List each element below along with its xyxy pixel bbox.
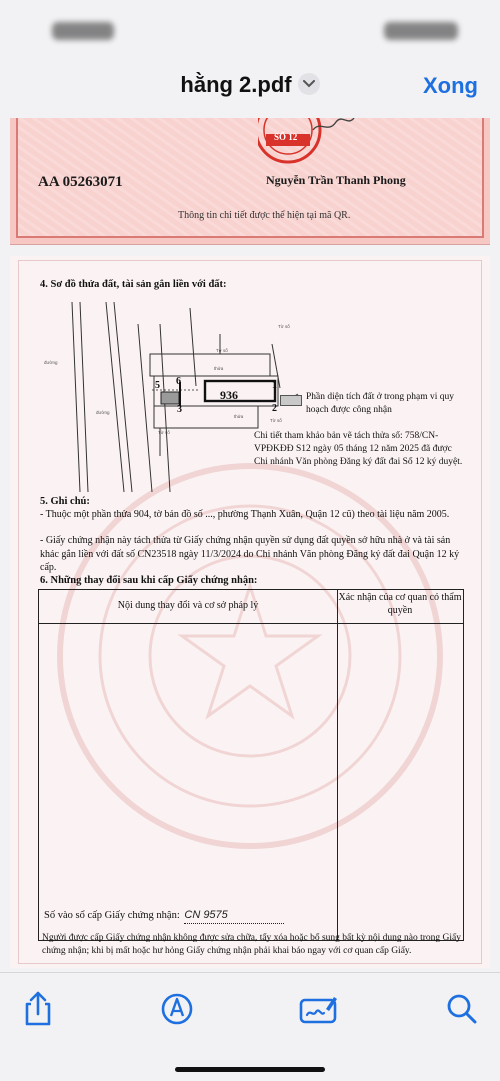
reference-text: Chi tiết tham khảo bản vẽ tách thửa số: 758/CN-VPĐKĐĐ S12 ngày 05 tháng 12 năm 2025 đã được Chi nhánh Văn phòng Đăng ký đất đai Số 12 ký duyệt. <box>254 431 463 467</box>
home-indicator[interactable] <box>175 1067 325 1072</box>
chevron-down-icon[interactable] <box>298 73 320 95</box>
svg-text:đường: đường <box>96 410 110 415</box>
share-icon <box>16 987 60 1031</box>
map-marker-1: 1 <box>272 380 277 391</box>
status-bar <box>0 0 500 56</box>
registry-number-line <box>44 908 284 924</box>
status-icons-blurred <box>384 22 458 40</box>
map-marker-2: 2 <box>272 403 277 414</box>
svg-text:thửa: thửa <box>234 414 244 419</box>
signature-icon <box>296 987 340 1031</box>
certificate-code: AA 05263071 <box>38 174 123 190</box>
search-icon <box>440 987 484 1031</box>
section-4-title: 4. Sơ đồ thửa đất, tài sản gắn liền với đất: <box>40 279 227 290</box>
document-content <box>10 256 490 968</box>
document-title: hằng 2.pdf <box>180 72 292 97</box>
note-2: - Giấy chứng nhận này tách thửa từ Giấy chứng nhận quyền sử dụng đất quyền sở hữu nhà ở và tài sản khác gắn liền với đất số CN23518 ngày 11/3/2024 do Chi nhánh Văn phòng Đăng ký đất đai Quận 12 ký cấp. <box>40 535 460 573</box>
table-header-confirmation: Xác nhận của cơ quan có thẩm quyền <box>338 592 462 616</box>
svg-text:đường: đường <box>44 360 58 365</box>
done-button[interactable]: Xong <box>423 73 478 98</box>
svg-text:Tờ số: Tờ số <box>158 430 170 435</box>
svg-text:Tờ số: Tờ số <box>270 418 282 423</box>
pdf-page-2[interactable] <box>10 256 490 968</box>
svg-text:Tờ số: Tờ số <box>278 324 290 329</box>
note-1: - Thuộc một phần thửa 904, tờ bản đồ số ..., phường Thạnh Xuân, Quận 12 cũ) theo tài liệu năm 2005. <box>40 509 450 520</box>
table-header-changes: Nội dung thay đổi và cơ sở pháp lý <box>117 600 259 611</box>
footer-note: Người được cấp Giấy chứng nhận không được sửa chữa, tẩy xóa hoặc bổ sung bất kỳ nội dung nào trong Giấy chứng nhận; khi bị mất hoặc hư hỏng Giấy chứng nhận phải khai báo ngay với cơ quan cấp Giấy. <box>42 933 462 956</box>
section-6-title: 6. Những thay đổi sau khi cấp Giấy chứng nhận: <box>40 575 258 586</box>
pdf-page-1[interactable] <box>10 118 490 245</box>
signature-button[interactable] <box>296 987 340 1031</box>
registry-value: CN 9575 <box>184 908 284 924</box>
legend-text: Phần diện tích đất ở trong phạm vi quy hoạch được công nhận <box>306 392 455 415</box>
map-marker-5: 5 <box>155 380 160 391</box>
certificate-border <box>16 118 484 238</box>
search-button[interactable] <box>440 987 484 1031</box>
planning-area-swatch <box>280 395 302 406</box>
bottom-toolbar <box>0 972 500 1081</box>
parcel-number: 936 <box>220 388 238 402</box>
map-marker-3: 3 <box>177 404 182 415</box>
red-seal-icon <box>258 118 358 174</box>
registry-label: Số vào sổ cấp Giấy chứng nhận: <box>44 910 180 921</box>
status-time-blurred <box>52 22 114 40</box>
changes-table <box>38 589 464 941</box>
qr-note: Thông tin chi tiết được thể hiện tại mã QR. <box>178 210 351 221</box>
svg-text:thửa: thửa <box>214 366 224 371</box>
markup-button[interactable] <box>155 987 199 1031</box>
signer-name: Nguyễn Trần Thanh Phong <box>266 173 406 187</box>
map-marker-6: 6 <box>176 376 181 387</box>
section-5-title: 5. Ghi chú: <box>40 496 90 507</box>
seal-text: SỐ 12 <box>274 132 298 142</box>
svg-text:Tờ số: Tờ số <box>216 348 228 353</box>
navigation-bar <box>0 56 500 118</box>
markup-pen-icon <box>155 987 199 1031</box>
share-button[interactable] <box>16 987 60 1031</box>
